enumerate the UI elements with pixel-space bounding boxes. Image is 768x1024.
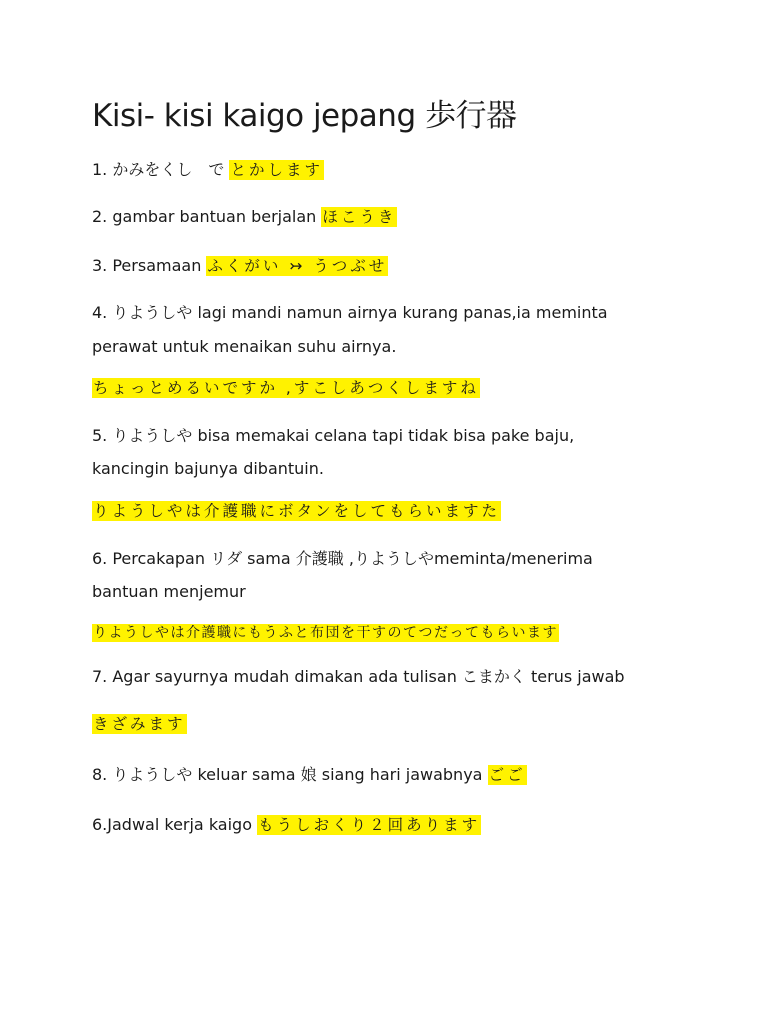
item-8-answer: ごご (488, 766, 526, 784)
item-4-answer-row (92, 376, 480, 400)
item-6-answer-row (92, 620, 559, 645)
item-1 (92, 158, 324, 182)
item-schedule-text: 6.Jadwal kerja kaigo (92, 815, 252, 834)
item-4-line-2: perawat untuk menaikan suhu airnya. (92, 337, 397, 356)
item-1-answer: とかします (230, 161, 323, 179)
item-6-line-2: bantuan menjemur (92, 582, 246, 601)
item-7-line-1: 7. Agar sayurnya mudah dimakan ada tulisan こまかく terus jawab (92, 667, 625, 686)
item-7-answer-row (92, 712, 187, 736)
item-8 (92, 763, 527, 787)
item-3-text: 3. Persamaan (92, 256, 202, 275)
item-6-line-1: 6. Percakapan リダ sama 介護職 ,りようしやmeminta/menerima (92, 549, 593, 568)
item-5-line-1: 5. りようしや bisa memakai celana tapi tidak bisa pake baju, (92, 426, 575, 445)
item-3-answer: ふくがい ↣ うつぶせ (207, 257, 388, 275)
item-5-answer-row (92, 499, 501, 523)
item-4-answer: ちょっとめるいですか ,すこしあつくしますね (93, 379, 479, 397)
item-6-answer: りようしやは介護職にもうふと布団を干すのてつだってもらいます (93, 625, 558, 641)
item-3 (92, 254, 388, 278)
item-2 (92, 205, 397, 229)
item-5-answer: りようしやは介護職にボタンをしてもらいますた (93, 502, 501, 520)
item-schedule (92, 813, 481, 837)
item-8-text: 8. りようしや keluar sama 娘 siang hari jawabnya (92, 765, 483, 784)
item-5-line-2: kancingin bajunya dibantuin. (92, 459, 324, 478)
item-7-answer: きざみます (93, 715, 186, 733)
item-2-text: 2. gambar bantuan berjalan (92, 207, 317, 226)
document-title: Kisi- kisi kaigo jepang 歩行器 (92, 98, 517, 134)
item-2-answer: ほこうき (322, 208, 397, 226)
item-4-line-1: 4. りようしや lagi mandi namun airnya kurang panas,ia meminta (92, 303, 608, 322)
item-schedule-answer: もうしおくり２回あります (258, 816, 481, 834)
item-1-text: 1. かみをくし で (92, 160, 225, 179)
